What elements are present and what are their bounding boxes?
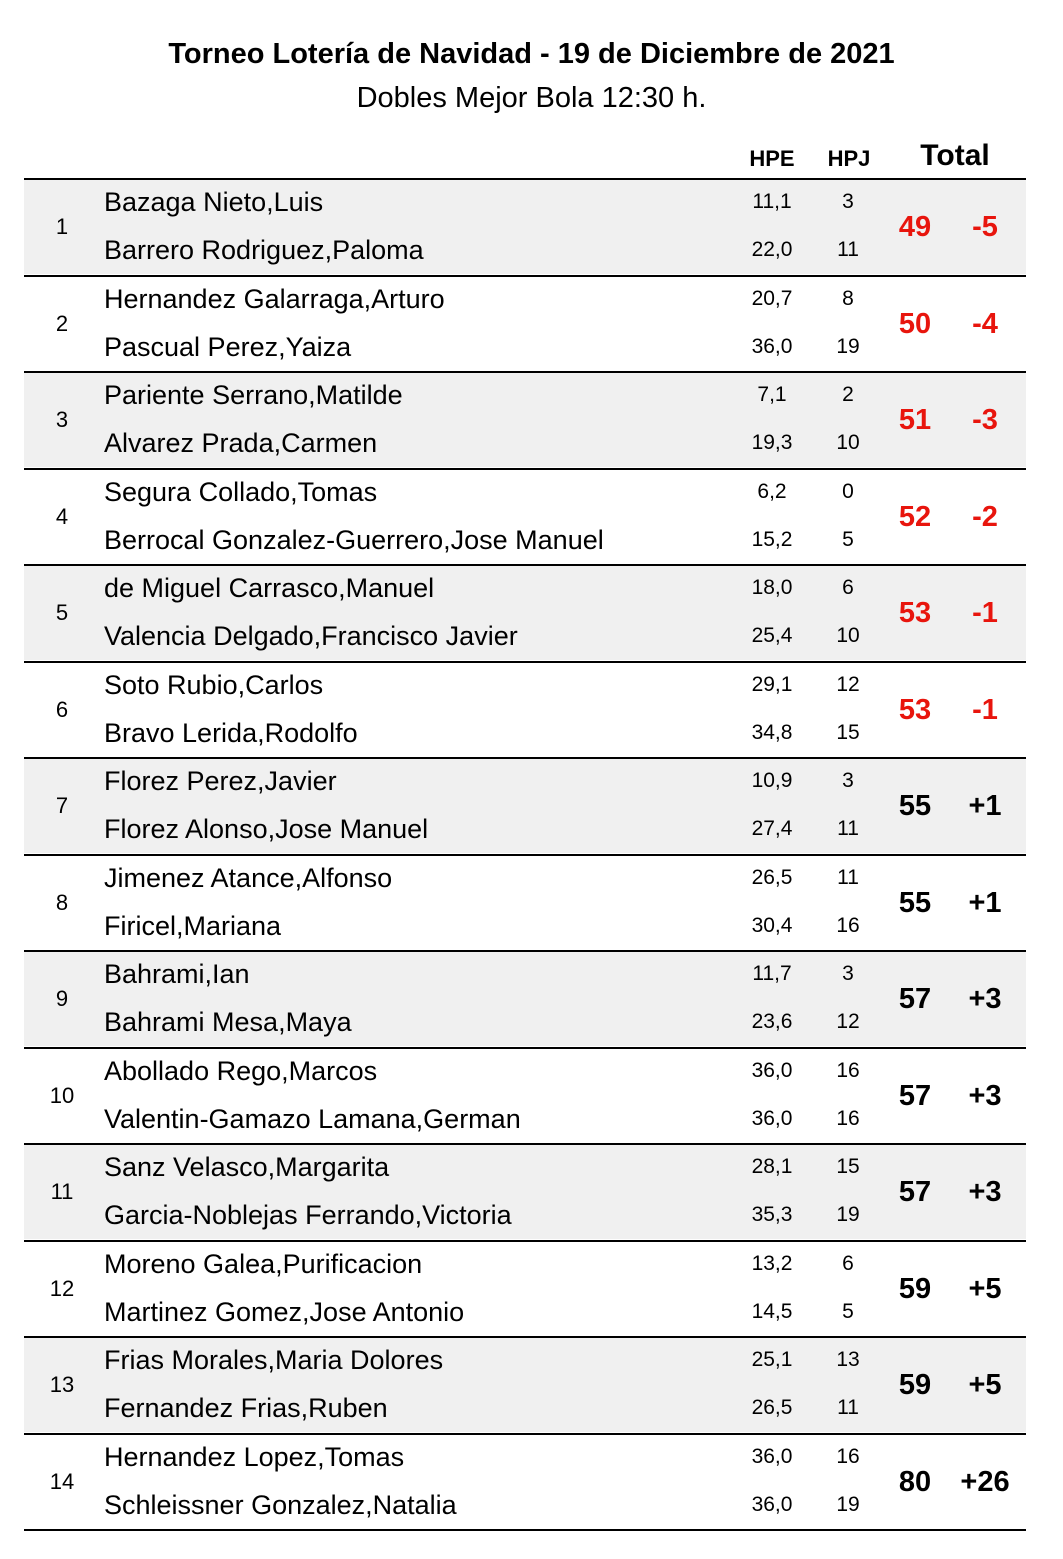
position-number: 1 xyxy=(55,214,69,239)
player-name: Bazaga Nieto,Luis xyxy=(104,187,324,217)
total-score: 55 xyxy=(898,887,932,919)
player-hpj: 5 xyxy=(842,528,854,551)
player-name: Hernandez Galarraga,Arturo xyxy=(104,284,445,314)
player-name: Garcia-Noblejas Ferrando,Victoria xyxy=(104,1200,512,1230)
player-hpe: 36,0 xyxy=(751,1445,793,1468)
position-number: 10 xyxy=(49,1083,75,1108)
position-number: 4 xyxy=(55,504,69,529)
player-hpj: 3 xyxy=(842,962,854,985)
player-hpj: 19 xyxy=(836,335,860,358)
player-hpe: 36,0 xyxy=(751,1059,793,1082)
total-score: 53 xyxy=(898,694,932,726)
player-hpe: 25,1 xyxy=(751,1348,793,1371)
player-hpe: 36,0 xyxy=(751,335,793,358)
player-name: Fernandez Frias,Ruben xyxy=(104,1393,388,1423)
player-name: Pariente Serrano,Matilde xyxy=(104,380,403,410)
player-hpj: 0 xyxy=(842,480,854,503)
player-name: Segura Collado,Tomas xyxy=(104,477,378,507)
player-name: Jimenez Atance,Alfonso xyxy=(104,863,393,893)
total-score: 50 xyxy=(898,308,932,340)
total-score: 52 xyxy=(898,501,932,533)
total-score: 57 xyxy=(898,1176,932,1208)
table-row xyxy=(24,757,1026,853)
table-row xyxy=(24,564,1026,660)
position-number: 2 xyxy=(55,311,69,336)
to-par-score: +3 xyxy=(968,1176,1002,1208)
table-row xyxy=(24,1433,1026,1531)
to-par-score: +5 xyxy=(968,1369,1002,1401)
position-number: 11 xyxy=(50,1179,74,1204)
player-hpe: 11,1 xyxy=(752,190,792,213)
player-name: Frias Morales,Maria Dolores xyxy=(104,1345,444,1375)
table-row xyxy=(24,1047,1026,1143)
player-hpe: 7,1 xyxy=(757,383,787,406)
player-hpe: 15,2 xyxy=(751,528,793,551)
position-number: 14 xyxy=(49,1469,75,1494)
position-number: 8 xyxy=(55,890,69,915)
player-hpe: 36,0 xyxy=(751,1107,793,1130)
player-name: Berrocal Gonzalez-Guerrero,Jose Manuel xyxy=(104,525,604,555)
player-hpj: 12 xyxy=(836,673,860,696)
position-number: 3 xyxy=(55,407,69,432)
player-hpj: 15 xyxy=(836,1155,860,1178)
total-score: 51 xyxy=(898,404,932,436)
position-number: 6 xyxy=(55,697,69,722)
player-hpj: 8 xyxy=(842,287,854,310)
player-hpe: 26,5 xyxy=(751,1396,793,1419)
player-hpj: 15 xyxy=(836,721,860,744)
player-name: Bahrami Mesa,Maya xyxy=(104,1007,352,1037)
page-subtitle: Dobles Mejor Bola 12:30 h. xyxy=(356,82,707,114)
column-header-hpj: HPJ xyxy=(827,146,871,171)
player-hpe: 25,4 xyxy=(751,624,793,647)
player-hpj: 13 xyxy=(836,1348,860,1371)
player-hpe: 28,1 xyxy=(751,1155,793,1178)
table-row xyxy=(24,1143,1026,1239)
player-name: Bahrami,Ian xyxy=(104,959,250,989)
player-hpe: 30,4 xyxy=(751,914,793,937)
player-hpj: 11 xyxy=(837,1396,859,1419)
player-hpe: 13,2 xyxy=(751,1252,793,1275)
to-par-score: -5 xyxy=(972,211,998,243)
player-hpe: 22,0 xyxy=(751,238,793,261)
table-row xyxy=(24,468,1026,564)
player-hpj: 10 xyxy=(836,431,860,454)
table-row xyxy=(24,275,1026,371)
to-par-score: +3 xyxy=(968,1080,1002,1112)
player-hpj: 6 xyxy=(842,1252,854,1275)
table-row xyxy=(24,854,1026,950)
player-hpj: 19 xyxy=(836,1493,860,1516)
to-par-score: -1 xyxy=(972,694,998,726)
to-par-score: -3 xyxy=(972,404,998,436)
player-hpj: 11 xyxy=(837,866,859,889)
total-score: 59 xyxy=(898,1273,932,1305)
player-hpj: 11 xyxy=(837,817,859,840)
player-hpe: 10,9 xyxy=(751,769,793,792)
player-hpe: 14,5 xyxy=(751,1300,793,1323)
player-hpj: 12 xyxy=(836,1010,860,1033)
column-header-total: Total xyxy=(920,139,990,172)
player-hpj: 16 xyxy=(836,914,860,937)
player-name: Bravo Lerida,Rodolfo xyxy=(104,718,358,748)
to-par-score: +26 xyxy=(960,1466,1010,1498)
to-par-score: +5 xyxy=(968,1273,1002,1305)
total-score: 57 xyxy=(898,983,932,1015)
player-name: Moreno Galea,Purificacion xyxy=(104,1249,423,1279)
player-name: Alvarez Prada,Carmen xyxy=(104,428,378,458)
player-hpe: 29,1 xyxy=(751,673,793,696)
table-row xyxy=(24,950,1026,1046)
player-name: Schleissner Gonzalez,Natalia xyxy=(104,1490,457,1520)
player-hpj: 10 xyxy=(836,624,860,647)
player-name: Abollado Rego,Marcos xyxy=(104,1056,378,1086)
page-title: Torneo Lotería de Navidad - 19 de Diciembre de 2021 xyxy=(168,38,895,70)
total-score: 53 xyxy=(898,597,932,629)
player-hpj: 3 xyxy=(842,190,854,213)
player-hpj: 5 xyxy=(842,1300,854,1323)
to-par-score: -2 xyxy=(972,501,998,533)
player-name: Hernandez Lopez,Tomas xyxy=(104,1442,405,1472)
player-hpj: 16 xyxy=(836,1059,860,1082)
table-row xyxy=(24,178,1026,274)
total-score: 59 xyxy=(898,1369,932,1401)
player-hpe: 11,7 xyxy=(752,962,792,985)
total-score: 80 xyxy=(898,1466,932,1498)
player-name: Valencia Delgado,Francisco Javier xyxy=(104,621,518,651)
player-hpj: 11 xyxy=(837,238,859,261)
player-hpj: 6 xyxy=(842,576,854,599)
player-name: Florez Perez,Javier xyxy=(104,766,337,796)
player-hpe: 23,6 xyxy=(751,1010,793,1033)
to-par-score: -4 xyxy=(972,308,998,340)
table-row xyxy=(24,1240,1026,1336)
position-number: 13 xyxy=(49,1372,75,1397)
table-row xyxy=(24,661,1026,757)
total-score: 49 xyxy=(898,211,932,243)
player-name: Valentin-Gamazo Lamana,German xyxy=(104,1104,521,1134)
player-hpe: 36,0 xyxy=(751,1493,793,1516)
player-name: Pascual Perez,Yaiza xyxy=(104,332,352,362)
player-name: Florez Alonso,Jose Manuel xyxy=(104,814,429,844)
player-hpj: 3 xyxy=(842,769,854,792)
table-row xyxy=(24,1336,1026,1432)
total-score: 57 xyxy=(898,1080,932,1112)
player-name: Firicel,Mariana xyxy=(104,911,282,941)
player-hpe: 6,2 xyxy=(757,480,787,503)
player-hpe: 19,3 xyxy=(751,431,793,454)
player-hpj: 19 xyxy=(836,1203,860,1226)
player-hpe: 20,7 xyxy=(751,287,793,310)
position-number: 7 xyxy=(55,793,69,818)
position-number: 12 xyxy=(49,1276,75,1301)
player-name: Martinez Gomez,Jose Antonio xyxy=(104,1297,465,1327)
player-hpj: 16 xyxy=(836,1107,860,1130)
player-hpj: 2 xyxy=(842,383,854,406)
column-header-hpe: HPE xyxy=(749,146,795,171)
player-hpe: 27,4 xyxy=(751,817,793,840)
table-row xyxy=(24,371,1026,467)
player-hpe: 34,8 xyxy=(751,721,793,744)
to-par-score: +1 xyxy=(968,887,1002,919)
to-par-score: +3 xyxy=(968,983,1002,1015)
to-par-score: -1 xyxy=(972,597,998,629)
position-number: 9 xyxy=(55,986,69,1011)
player-hpe: 18,0 xyxy=(751,576,793,599)
to-par-score: +1 xyxy=(968,790,1002,822)
player-name: Soto Rubio,Carlos xyxy=(104,670,324,700)
position-number: 5 xyxy=(55,600,69,625)
player-hpj: 16 xyxy=(836,1445,860,1468)
player-name: Barrero Rodriguez,Paloma xyxy=(104,235,424,265)
player-hpe: 35,3 xyxy=(751,1203,793,1226)
player-name: de Miguel Carrasco,Manuel xyxy=(104,573,435,603)
player-name: Sanz Velasco,Margarita xyxy=(104,1152,390,1182)
total-score: 55 xyxy=(898,790,932,822)
player-hpe: 26,5 xyxy=(751,866,793,889)
